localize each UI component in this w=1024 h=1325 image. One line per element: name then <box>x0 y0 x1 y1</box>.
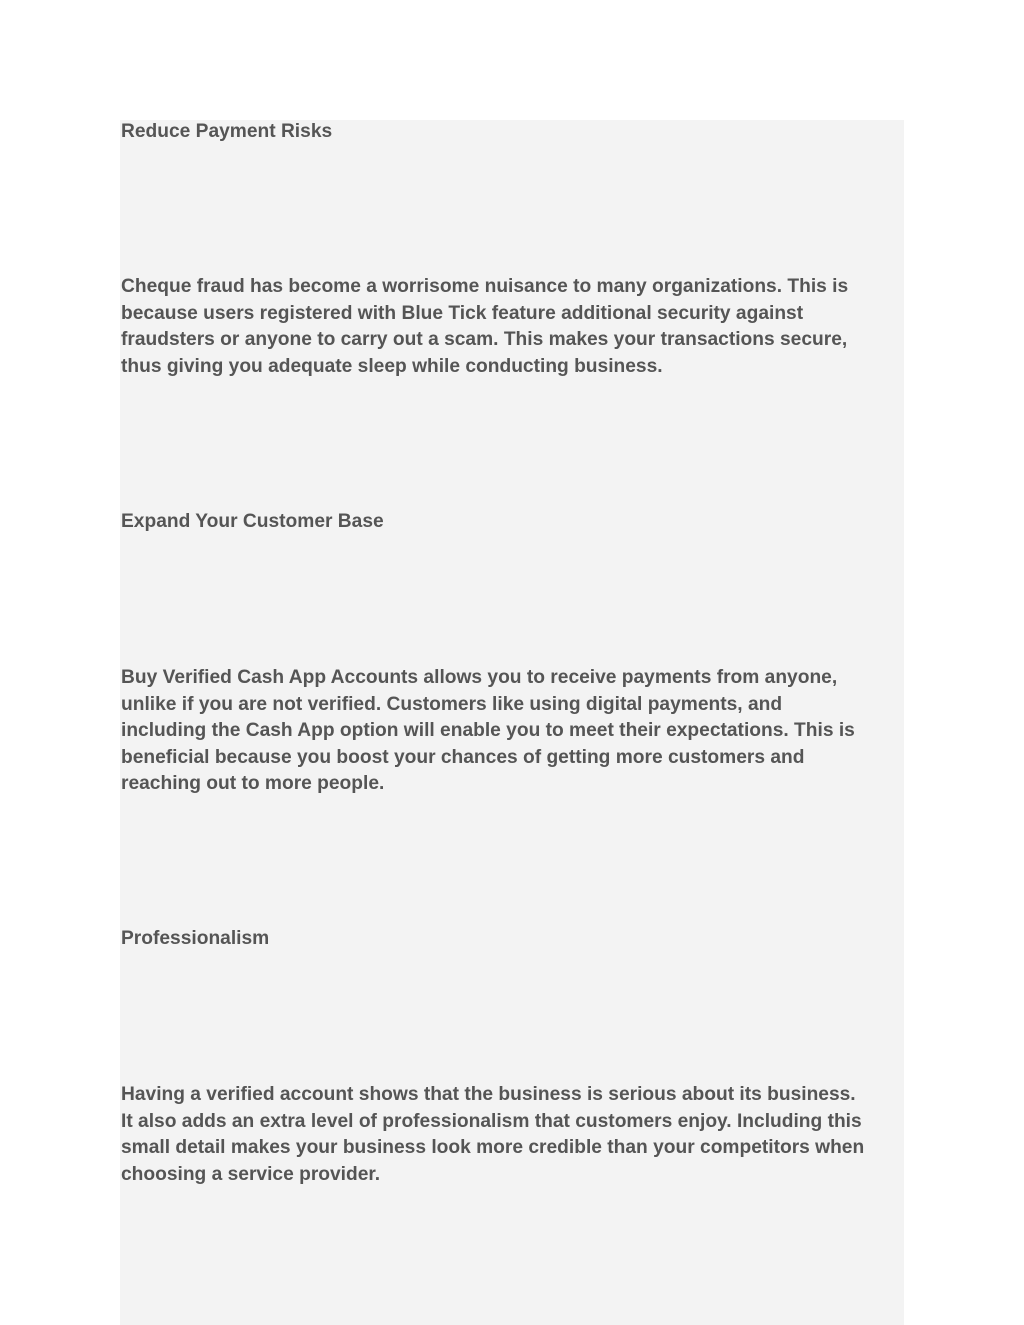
body-line: unlike if you are not verified. Customers like using digital payments, and <box>121 693 783 715</box>
body-line: Cheque fraud has become a worrisome nuisance to many organizations. This is <box>121 276 849 297</box>
body-line: thus giving you adequate sleep while conducting business. <box>121 355 663 377</box>
body-line: including the Cash App option will enable you to meet their expectations. This is <box>121 720 855 741</box>
body-line: reaching out to more people. <box>121 773 385 794</box>
body-line: choosing a service provider. <box>121 1163 381 1185</box>
section-body-reduce-payment-risks <box>121 274 848 380</box>
body-line: Buy Verified Cash App Accounts allows you to receive payments from anyone, <box>121 667 838 688</box>
section-heading-reduce-payment-risks: Reduce Payment Risks <box>121 121 333 142</box>
section-body-expand-customer-base <box>121 665 855 798</box>
body-line: It also adds an extra level of professionalism that customers enjoy. Including this <box>121 1110 862 1132</box>
body-line: because users registered with Blue Tick feature additional security against <box>121 302 804 324</box>
body-line: small detail makes your business look more credible than your competitors when <box>121 1137 865 1158</box>
section-heading-expand-customer-base: Expand Your Customer Base <box>121 511 384 532</box>
body-line: beneficial because you boost your chances of getting more customers and <box>121 746 805 768</box>
section-heading-professionalism: Professionalism <box>121 928 270 949</box>
body-line: Having a verified account shows that the business is serious about its business. <box>121 1084 856 1105</box>
body-line: fraudsters or anyone to carry out a scam. This makes your transactions secure, <box>121 329 848 350</box>
section-body-professionalism <box>121 1082 864 1188</box>
